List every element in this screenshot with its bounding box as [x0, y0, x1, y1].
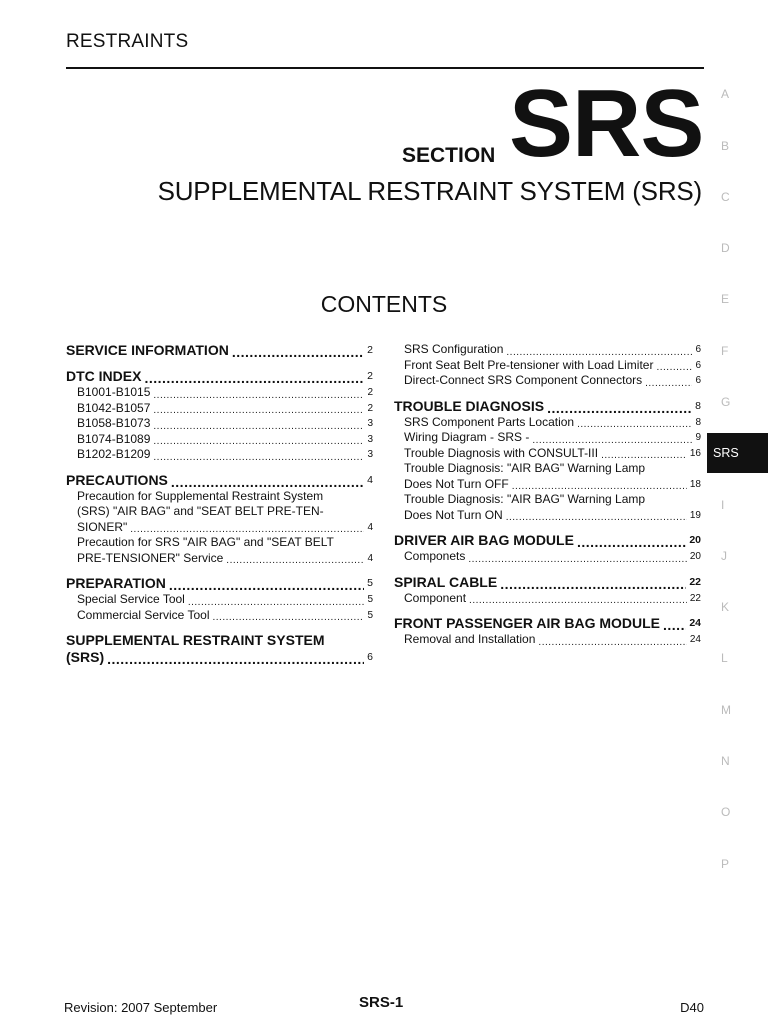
toc-subentry[interactable]: Trouble Diagnosis with CONSULT-III ..... 16	[394, 446, 701, 462]
section-word: SECTION	[402, 144, 496, 167]
contents-title: CONTENTS	[320, 291, 448, 317]
toc-subentry-precaution-service[interactable]: Precaution for SRS "AIR BAG" and "SEAT BELT PRE-TENSIONER" Service ..... 4	[66, 535, 373, 566]
toc-entry-driver-air-bag-module[interactable]: DRIVER AIR BAG MODULE ..... 20	[394, 532, 701, 549]
header-title: RESTRAINTS	[66, 31, 189, 52]
toc-right-column	[394, 342, 701, 648]
toc-subentry[interactable]: Direct-Connect SRS Component Connectors ..... 6	[394, 373, 701, 389]
toc-subentry[interactable]: Special Service Tool ..... 5	[66, 592, 373, 608]
toc-subentry[interactable]: Removal and Installation ..... 24	[394, 632, 701, 648]
toc-subentry[interactable]: SRS Component Parts Location ..... 8	[394, 415, 701, 431]
section-tab[interactable]: F	[721, 344, 729, 358]
header-rule	[66, 67, 704, 69]
toc-subentry[interactable]: B1042-B1057 ..... 2	[66, 401, 373, 417]
section-tab[interactable]: K	[721, 600, 730, 614]
section-tab[interactable]: E	[721, 292, 730, 306]
section-tab[interactable]: I	[721, 498, 725, 512]
toc-entry-preparation[interactable]: PREPARATION ..... 5	[66, 575, 373, 592]
toc-left-column	[66, 342, 373, 666]
section-tab[interactable]: D	[721, 241, 730, 255]
toc-entry-front-passenger-air-bag-module[interactable]: FRONT PASSENGER AIR BAG MODULE ..... 24	[394, 615, 701, 632]
toc-entry-spiral-cable[interactable]: SPIRAL CABLE ..... 22	[394, 574, 701, 591]
toc-subentry[interactable]: SRS Configuration ..... 6	[394, 342, 701, 358]
toc-subentry-precaution-srs[interactable]: Precaution for Supplemental Restraint System (SRS) "AIR BAG" and "SEAT BELT PRE-TEN- SIONER" ..... 4	[66, 489, 373, 536]
toc-subentry[interactable]: Wiring Diagram - SRS - ..... 9	[394, 430, 701, 446]
section-tab[interactable]: P	[721, 857, 730, 871]
section-tab[interactable]: O	[721, 805, 731, 819]
section-code: SRS	[509, 70, 704, 177]
toc-subentry-warning-lamp-on[interactable]: Trouble Diagnosis: "AIR BAG" Warning Lamp Does Not Turn ON ..... 19	[394, 492, 701, 523]
section-tab[interactable]: C	[721, 190, 730, 204]
section-tab[interactable]: G	[721, 395, 731, 409]
toc-entry-trouble-diagnosis[interactable]: TROUBLE DIAGNOSIS ..... 8	[394, 398, 701, 415]
toc-subentry[interactable]: B1001-B1015 ..... 2	[66, 385, 373, 401]
toc-entry-precautions[interactable]: PRECAUTIONS ..... 4	[66, 472, 373, 489]
footer-model-code: D40	[680, 1000, 704, 1015]
section-tab-active[interactable]: SRS	[707, 433, 768, 473]
section-tab[interactable]: J	[721, 549, 727, 563]
toc-subentry[interactable]: Front Seat Belt Pre-tensioner with Load Limiter ..... 6	[394, 358, 701, 374]
section-tab[interactable]: M	[721, 703, 731, 717]
toc-subentry-warning-lamp-off[interactable]: Trouble Diagnosis: "AIR BAG" Warning Lamp Does Not Turn OFF ..... 18	[394, 461, 701, 492]
section-tab[interactable]: A	[721, 87, 730, 101]
section-tab[interactable]: L	[721, 651, 728, 665]
footer-page-number: SRS-1	[359, 994, 404, 1011]
toc-entry-dtc-index[interactable]: DTC INDEX ..... 2	[66, 368, 373, 385]
toc-subentry[interactable]: Component ..... 22	[394, 591, 701, 607]
toc-subentry[interactable]: B1202-B1209 ..... 3	[66, 447, 373, 463]
toc-entry-service-information[interactable]: SERVICE INFORMATION ..... 2	[66, 342, 373, 359]
section-tab[interactable]: N	[721, 754, 730, 768]
toc-subentry[interactable]: B1074-B1089 ..... 3	[66, 432, 373, 448]
toc-entry-supplemental-restraint-system[interactable]: SUPPLEMENTAL RESTRAINT SYSTEM (SRS) ..... 6	[66, 632, 373, 666]
section-name: SUPPLEMENTAL RESTRAINT SYSTEM (SRS)	[157, 176, 702, 206]
toc-subentry[interactable]: Componets ..... 20	[394, 549, 701, 565]
footer-revision: Revision: 2007 September	[64, 1000, 218, 1015]
section-tab[interactable]: B	[721, 139, 730, 153]
toc-subentry[interactable]: Commercial Service Tool ..... 5	[66, 608, 373, 624]
toc-subentry[interactable]: B1058-B1073 ..... 3	[66, 416, 373, 432]
